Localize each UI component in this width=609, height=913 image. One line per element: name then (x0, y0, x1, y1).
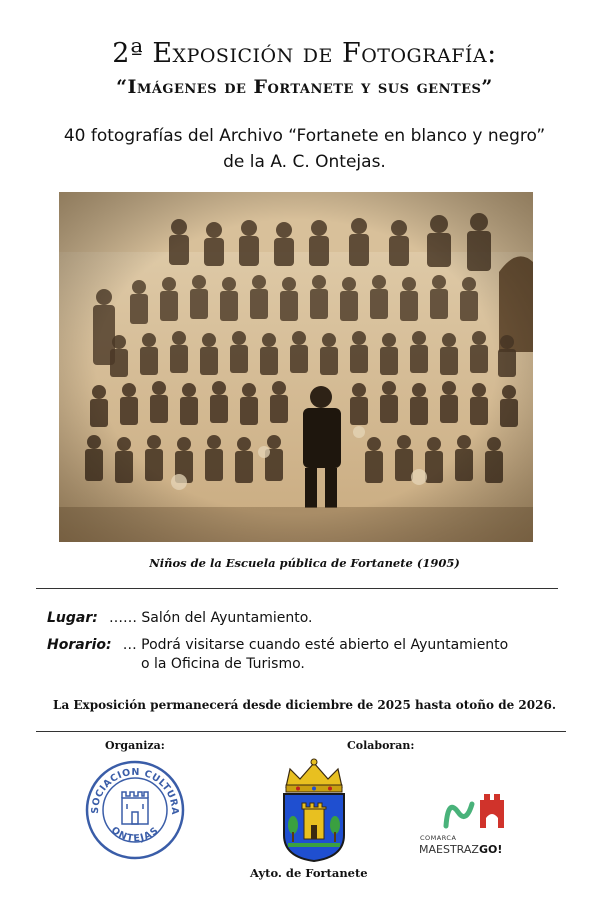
place-label: Lugar: (47, 610, 98, 626)
divider-bottom (36, 731, 566, 732)
seal-bottom-text: ONTEJAS (108, 824, 162, 845)
svg-text:ONTEJAS (109, 825, 161, 845)
school-children-photo-image (59, 192, 533, 542)
coat-of-arms-icon (280, 757, 348, 863)
comarca-maestrazgo-logo (418, 790, 528, 862)
page-title: 2ª Exposición de Fotografía: (112, 38, 497, 69)
description-line-2: de la A. C. Ontejas. (223, 152, 386, 172)
historic-school-photo (59, 192, 533, 542)
comarca-big-text: MAESTRAZ (419, 843, 479, 856)
seal-icon (82, 758, 188, 862)
place-value: …… Salón del Ayuntamiento. (108, 610, 313, 626)
maestrazgo-mark-icon (418, 790, 528, 832)
hours-row (47, 634, 508, 653)
exhibition-dates-notice: La Exposición permanecerá desde diciembre de 2025 hasta otoño de 2026. (53, 698, 556, 712)
hours-value-line-1: … Podrá visitarse cuando esté abierto el Ayuntamiento (122, 637, 509, 653)
divider-top (36, 588, 558, 589)
hours-label: Horario: (47, 637, 112, 653)
description-line-1: 40 fotografías del Archivo “Fortanete en blanco y negro” (63, 126, 546, 146)
page-subtitle: “Imágenes de Fortanete y sus gentes” (116, 76, 493, 98)
fortanete-coat-of-arms (280, 757, 348, 863)
hours-value-line-2: o la Oficina de Turismo. (141, 656, 305, 672)
comarca-name (419, 843, 502, 856)
ayto-label: Ayto. de Fortanete (250, 866, 368, 880)
colaboran-label: Colaboran: (347, 739, 415, 752)
comarca-go-text: GO! (478, 843, 503, 856)
organiza-label: Organiza: (105, 739, 165, 752)
ontejas-seal-logo (82, 758, 188, 862)
seal-top-text: SOCIACION CULTURA (89, 766, 181, 816)
photo-caption: Niños de la Escuela pública de Fortanete (1905) (149, 556, 460, 570)
place-row (47, 607, 313, 626)
svg-text:ASOCIACION CULTURAL (82, 758, 180, 815)
comarca-small-text: COMARCA (420, 834, 457, 842)
